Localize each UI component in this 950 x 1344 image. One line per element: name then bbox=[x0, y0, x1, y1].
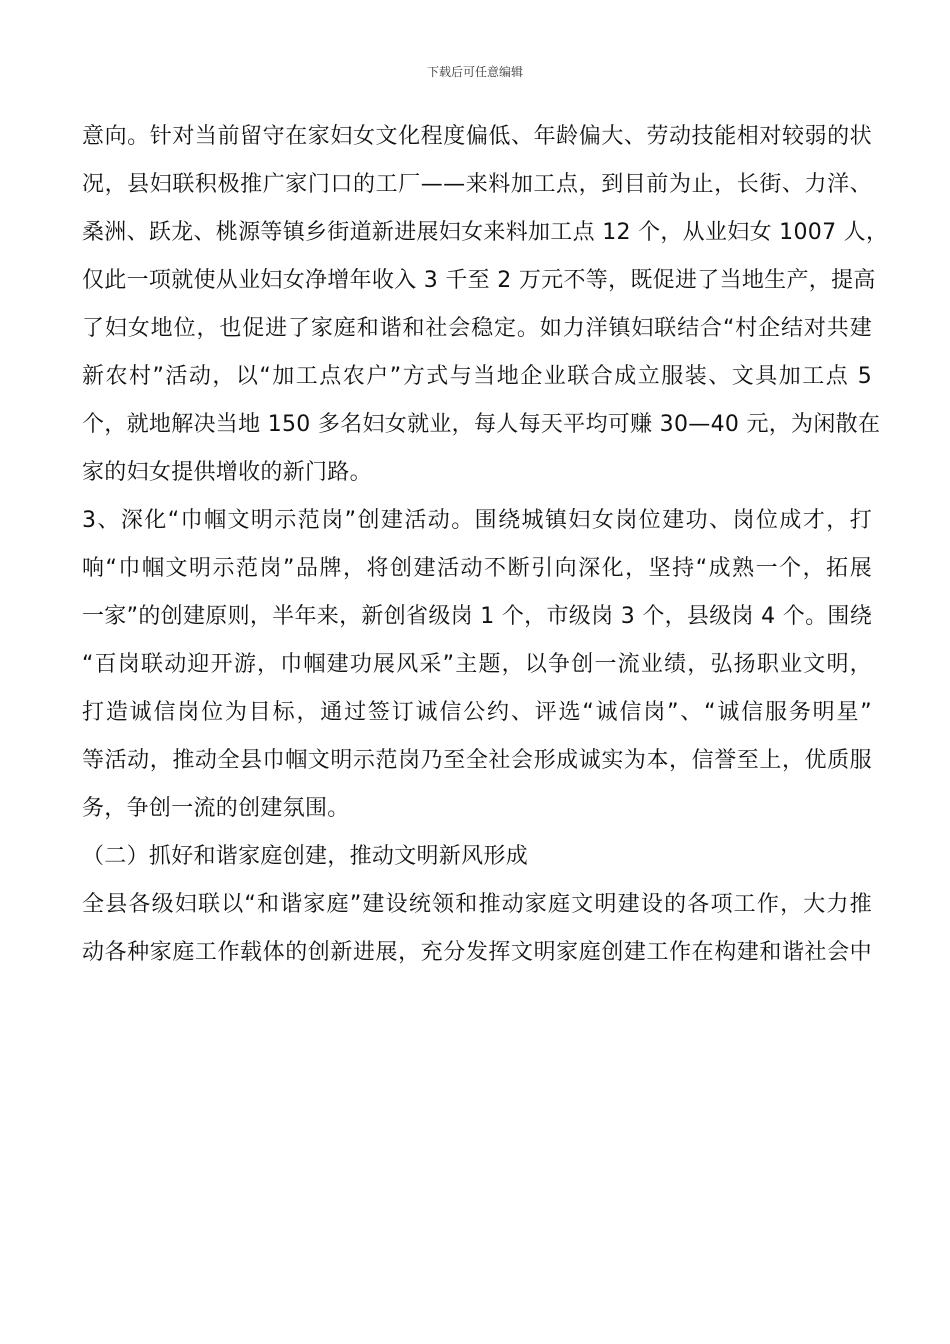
page-header: 下载后可任意编辑 bbox=[426, 65, 523, 79]
text-line: 个，就地解决当地 150 多名妇女就业，每人每天平均可赚 30—40 元，为闲散在 bbox=[82, 412, 881, 437]
text-line: “百岗联动迎开游，巾帼建功展风采”主题，以争创一流业绩，弘扬职业文明， bbox=[82, 652, 872, 677]
text-line: 仅此一项就使从业妇女净增年收入 3 千至 2 万元不等，既促进了当地生产，提高 bbox=[82, 268, 876, 293]
paragraph-last-line: 家的妇女提供增收的新门路。 bbox=[82, 460, 372, 485]
text-line: 桑洲、跃龙、桃源等镇乡街道新进展妇女来料加工点 12 个，从业妇女 1007 人， bbox=[82, 220, 889, 245]
text-line: 等活动，推动全县巾帼文明示范岗乃至全社会形成诚实为本，信誉至上，优质服 bbox=[82, 748, 872, 773]
text-line: 一家”的创建原则，半年来，新创省级岗 1 个，市级岗 3 个，县级岗 4 个。围绕 bbox=[82, 604, 872, 629]
text-line: 意向。针对当前留守在家妇女文化程度偏低、年龄偏大、劳动技能相对较弱的状 bbox=[82, 124, 872, 149]
text-line: 况，县妇联积极推广家门口的工厂——来料加工点，到目前为止，长街、力洋、 bbox=[82, 172, 872, 197]
text-line: 了妇女地位，也促进了家庭和谐和社会稳定。如力洋镇妇联结合“村企结对共建 bbox=[82, 316, 872, 341]
text-line: 打造诚信岗位为目标，通过签订诚信公约、评选“诚信岗”、“诚信服务明星” bbox=[82, 700, 872, 725]
text-line: 新农村”活动，以“加工点农户”方式与当地企业联合成立服装、文具加工点 5 bbox=[82, 364, 872, 389]
text-line: 全县各级妇联以“和谐家庭”建设统领和推动家庭文明建设的各项工作，大力推 bbox=[82, 892, 872, 917]
section-heading: （二）抓好和谐家庭创建，推动文明新风形成 bbox=[82, 844, 529, 869]
document-body bbox=[82, 113, 889, 977]
text-line: 动各种家庭工作载体的创新进展，充分发挥文明家庭创建工作在构建和谐社会中 bbox=[82, 940, 872, 965]
paragraph-last-line: 务，争创一流的创建氛围。 bbox=[82, 796, 350, 821]
text-line: 响“巾帼文明示范岗”品牌，将创建活动不断引向深化，坚持“成熟一个，拓展 bbox=[82, 556, 872, 581]
text-line: 3、深化“巾帼文明示范岗”创建活动。围绕城镇妇女岗位建功、岗位成才，打 bbox=[82, 508, 872, 533]
